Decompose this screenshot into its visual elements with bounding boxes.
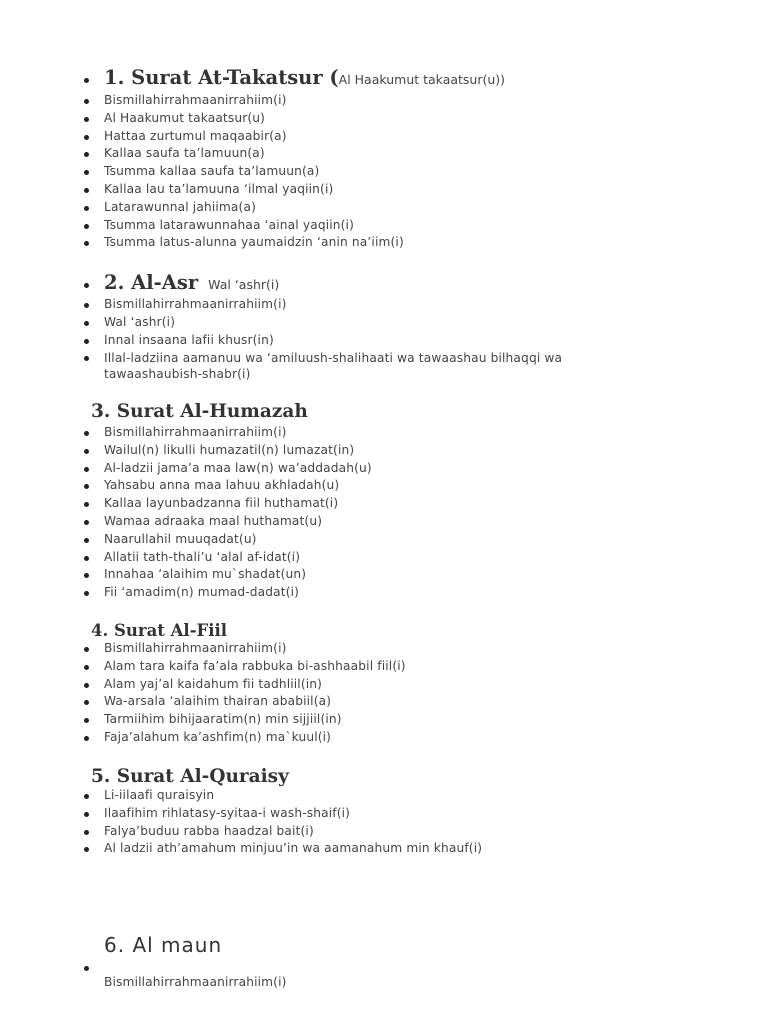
list-item	[0, 658, 768, 676]
bullet-icon	[84, 700, 89, 705]
list-item	[0, 974, 768, 992]
list-item-text: Illal-ladziina aamanuu wa ‘amiluush-shalihaati wa tawaashau bilhaqqi wa tawaashaubish-shabr(i)	[104, 351, 563, 382]
list-item	[0, 199, 768, 217]
list-item	[0, 163, 768, 181]
bullet-icon	[84, 339, 89, 344]
bullet-icon	[84, 99, 89, 104]
section-3-heading: 3. Surat Al-Humazah	[91, 401, 308, 422]
list-item	[0, 128, 768, 146]
bullet-icon	[84, 502, 89, 507]
section-3-list	[0, 424, 768, 602]
bullet-icon	[84, 188, 89, 193]
list-item	[0, 531, 768, 549]
bullet-icon	[84, 556, 89, 561]
list-item-text: Allatii tath-thali’u ‘alal af-idat(i)	[104, 549, 301, 564]
list-item-text: Bismillahirrahmaanirrahiim(i)	[104, 297, 287, 311]
list-item-text: Al Haakumut takaatsur(u)	[104, 110, 266, 125]
list-item	[0, 495, 768, 513]
section-6-heading: 6. Al maun	[104, 933, 223, 957]
bullet-icon	[84, 665, 89, 670]
bullet-icon	[84, 718, 89, 723]
bullet-icon	[84, 135, 89, 140]
list-item	[0, 640, 768, 658]
bullet-icon	[84, 467, 89, 472]
section-2-title: 2. Al-Asr	[104, 271, 199, 294]
bullet-icon	[84, 647, 89, 652]
section-1-list	[0, 92, 768, 252]
bullet-icon	[84, 170, 89, 175]
bullet-icon	[84, 591, 89, 596]
list-item-text: Tsumma kallaa saufa ta’lamuun(a)	[104, 164, 320, 179]
list-item-text: Faja’alahum ka’ashfim(n) ma`kuul(i)	[104, 729, 332, 744]
list-item	[0, 314, 768, 332]
section-5-heading: 5. Surat Al-Quraisy	[91, 766, 289, 787]
list-item	[0, 840, 768, 858]
list-item-text: Wa-arsala ‘alaihim thairan ababiil(a)	[104, 694, 332, 709]
bullet-icon	[84, 224, 89, 229]
list-item-text: Kallaa lau ta’lamuuna ‘ilmal yaqiin(i)	[104, 181, 334, 196]
list-item	[0, 805, 768, 823]
bullet-icon	[84, 736, 89, 741]
bullet-icon	[84, 812, 89, 817]
list-item-text: Fii ‘amadim(n) mumad-dadat(i)	[104, 585, 300, 600]
list-item	[0, 460, 768, 478]
list-item-text: Alam tara kaifa fa’ala rabbuka bi-ashhaabil fiil(i)	[104, 658, 406, 673]
bullet-icon	[84, 283, 89, 288]
bullet-icon	[84, 830, 89, 835]
list-item-text: Kallaa layunbadzanna fiil huthamat(i)	[104, 496, 339, 511]
bullet-icon	[84, 573, 89, 578]
list-item-text: Falya’buduu rabba haadzal bait(i)	[104, 823, 314, 838]
list-item	[0, 693, 768, 711]
section-1-heading-row	[0, 66, 768, 92]
bullet-icon	[84, 206, 89, 211]
list-item-text: Wamaa adraaka maal huthamat(u)	[104, 513, 323, 528]
list-item	[0, 566, 768, 584]
list-item	[0, 477, 768, 495]
list-item	[0, 296, 768, 314]
bullet-icon	[84, 847, 89, 852]
list-item	[0, 349, 644, 383]
section-3	[0, 400, 768, 602]
list-item	[0, 332, 768, 350]
bullet-icon	[84, 78, 89, 83]
bullet-icon	[84, 683, 89, 688]
list-item-text: Innal insaana lafii khusr(in)	[104, 332, 274, 347]
bullet-icon	[84, 449, 89, 454]
bullet-icon	[84, 303, 89, 308]
bullet-icon	[84, 356, 89, 361]
list-item	[0, 711, 768, 729]
list-item	[0, 145, 768, 163]
list-item	[0, 549, 768, 567]
list-item-text: Al ladzii ath’amahum minjuu’in wa aamanahum min khauf(i)	[104, 841, 483, 856]
section-2-heading-row	[0, 271, 768, 296]
bullet-icon	[84, 241, 89, 246]
section-6	[0, 930, 768, 992]
list-item-text: Tsumma latarawunnahaa ‘ainal yaqiin(i)	[104, 217, 355, 232]
list-item-text: Li-iilaafi quraisyin	[104, 788, 215, 802]
list-item-text: Bismillahirrahmaanirrahiim(i)	[104, 425, 287, 439]
section-2-list	[0, 296, 768, 383]
list-item	[0, 110, 768, 128]
list-item-text: Naarullahil muuqadat(u)	[104, 531, 257, 546]
bullet-icon	[84, 117, 89, 122]
list-item	[0, 729, 768, 747]
list-item	[0, 676, 768, 694]
list-item-text: Bismillahirrahmaanirrahiim(i)	[104, 93, 287, 107]
bullet-icon	[84, 321, 89, 326]
section-2	[0, 271, 768, 383]
list-item-text: Kallaa saufa ta’lamuun(a)	[104, 146, 265, 161]
section-6-bullet-row	[0, 960, 768, 974]
list-item-text: Wailul(n) likulli humazatil(n) lumazat(in)	[104, 442, 355, 457]
list-item-text: Wal ‘ashr(i)	[104, 314, 176, 329]
section-5	[0, 765, 768, 858]
bullet-icon	[84, 538, 89, 543]
list-item-text: Alam yaj’al kaidahum fii tadhliil(in)	[104, 676, 323, 691]
list-item	[0, 92, 768, 110]
bullet-icon	[84, 966, 89, 971]
list-item-text: Tarmiihim bihijaaratim(n) min sijjiil(in)	[104, 712, 342, 727]
list-item	[0, 234, 768, 252]
list-item-text: Bismillahirrahmaanirrahiim(i)	[104, 641, 287, 655]
list-item-text: Yahsabu anna maa lahuu akhladah(u)	[104, 478, 340, 493]
section-1-heading	[104, 66, 505, 89]
section-2-subtitle: Wal ‘ashr(i)	[208, 277, 280, 292]
list-item-text: Al-ladzii jama’a maa law(n) wa’addadah(u)	[104, 460, 372, 475]
section-1	[0, 66, 768, 252]
list-item-text: Tsumma latus-alunna yaumaidzin ‘anin na’iim(i)	[104, 235, 404, 250]
bullet-icon	[84, 152, 89, 157]
bullet-icon	[84, 794, 89, 799]
list-item-text: Innahaa ‘alaihim mu`shadat(un)	[104, 567, 307, 582]
bullet-icon	[84, 484, 89, 489]
section-1-title: 1. Surat At-Takatsur (	[104, 66, 339, 89]
section-2-heading	[104, 271, 279, 294]
list-item	[0, 584, 768, 602]
list-item-text: Ilaafihim rihlatasy-syitaa-i wash-shaif(i)	[104, 805, 351, 820]
section-4	[0, 620, 768, 747]
list-item-text: Latarawunnal jahiima(a)	[104, 199, 256, 214]
list-item-text: Hattaa zurtumul maqaabir(a)	[104, 128, 287, 143]
section-5-list	[0, 787, 768, 858]
list-item	[0, 424, 768, 442]
list-item	[0, 181, 768, 199]
bullet-icon	[84, 520, 89, 525]
section-4-heading: 4. Surat Al-Fiil	[91, 621, 228, 640]
list-item	[0, 217, 768, 235]
list-item-text: Bismillahirrahmaanirrahiim(i)	[104, 975, 287, 989]
list-item	[0, 513, 768, 531]
list-item	[0, 787, 768, 805]
list-item	[0, 442, 768, 460]
bullet-icon	[84, 431, 89, 436]
section-1-subtitle: Al Haakumut takaatsur(u))	[338, 72, 506, 87]
section-4-list	[0, 640, 768, 747]
list-item	[0, 823, 768, 841]
